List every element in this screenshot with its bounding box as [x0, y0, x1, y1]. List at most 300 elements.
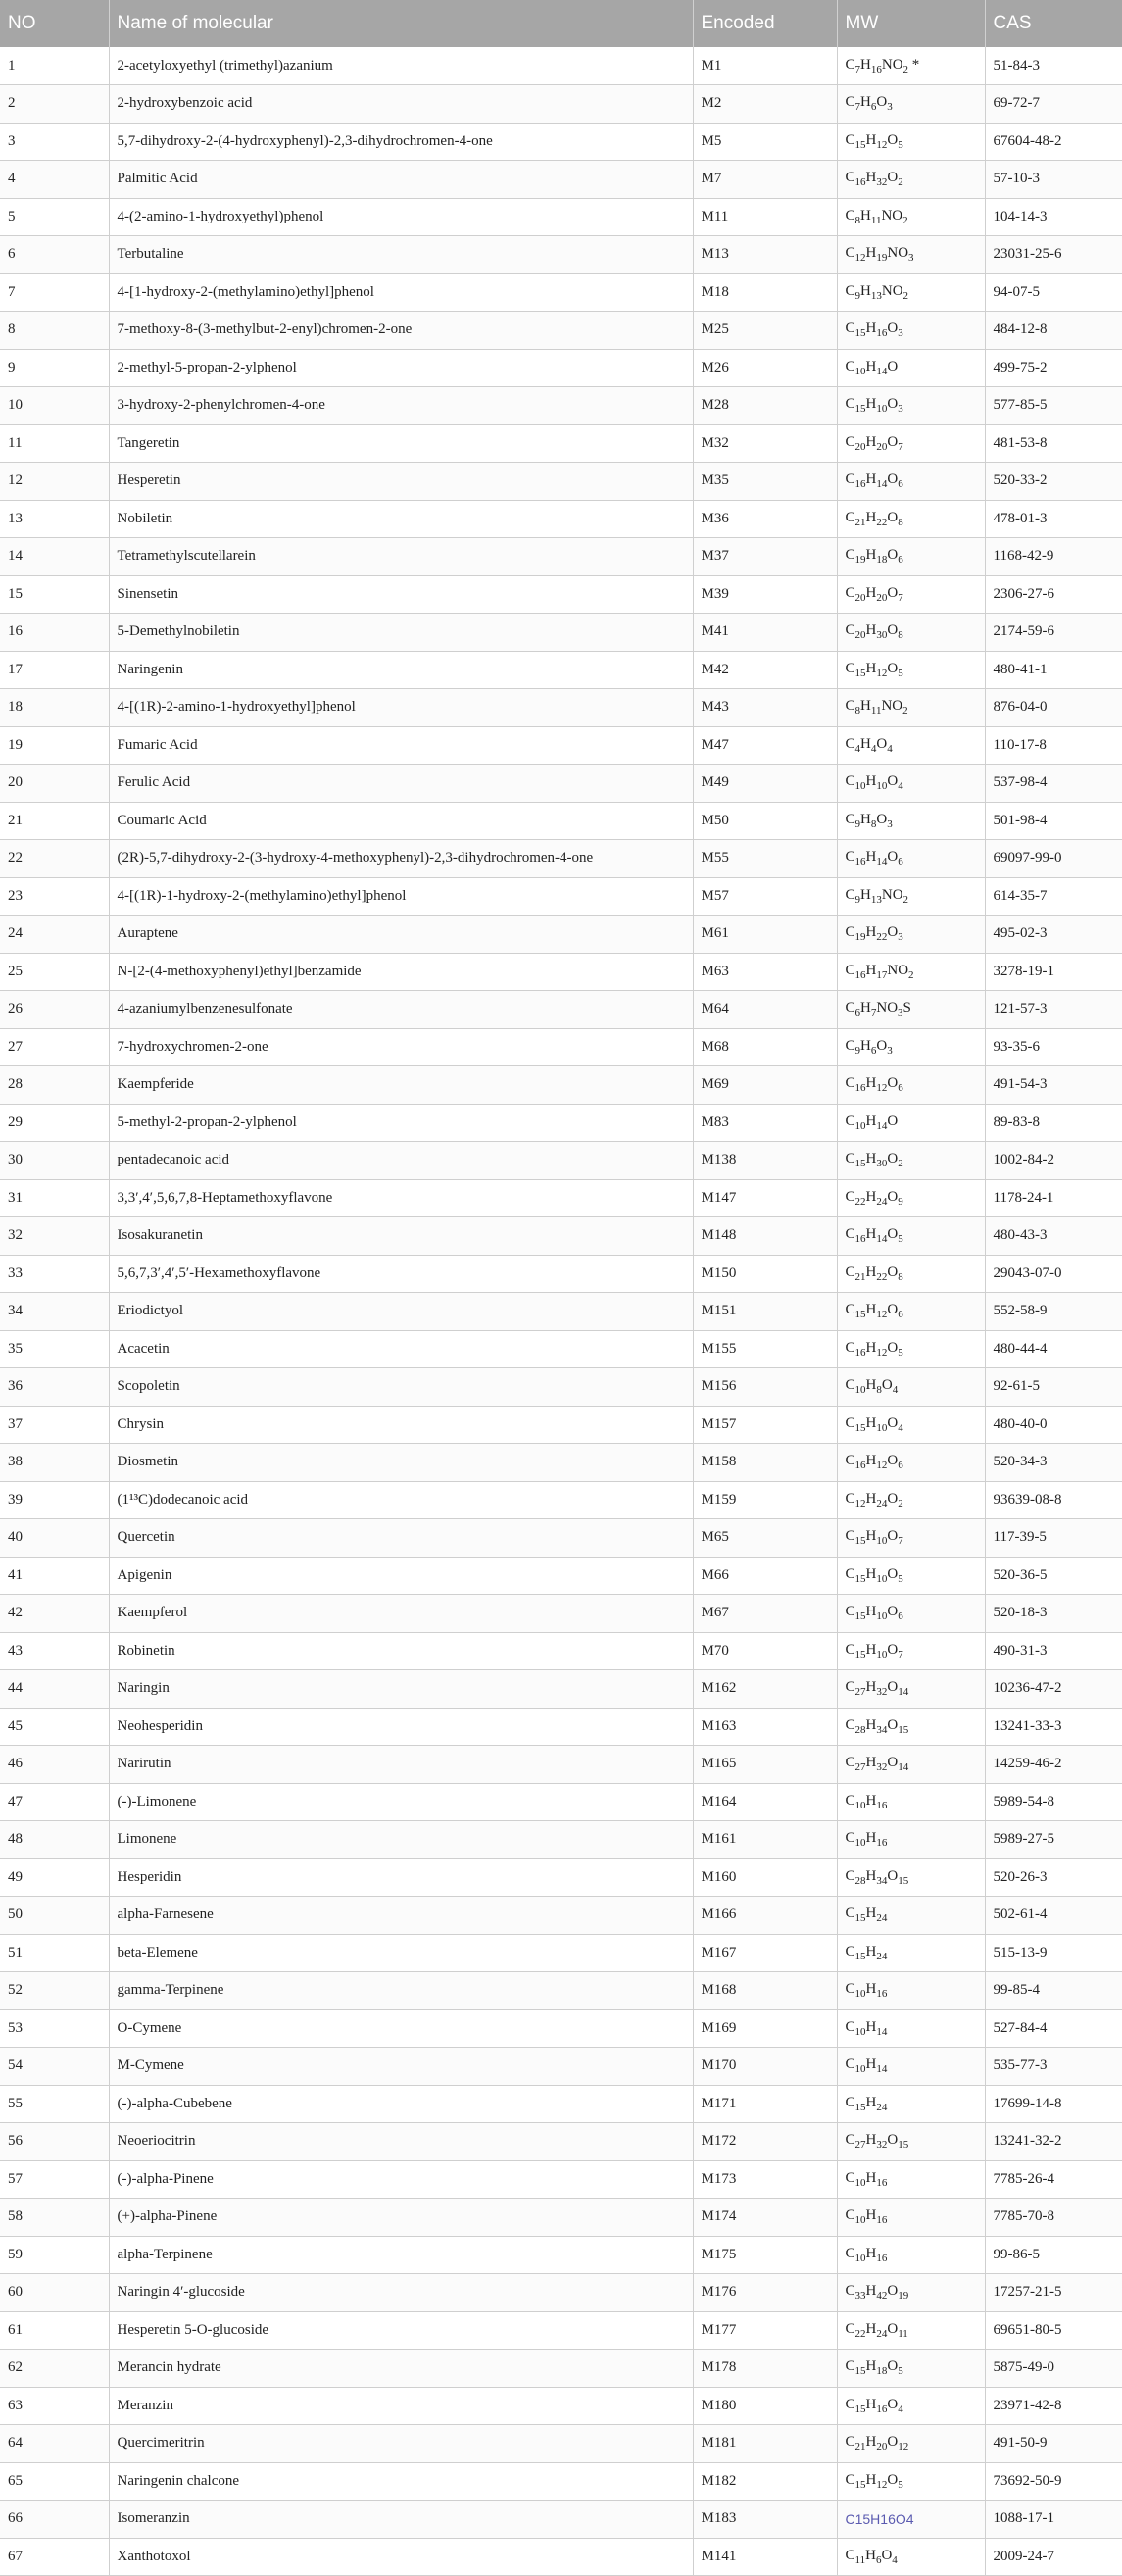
cell-mw [837, 1066, 985, 1105]
formula-element: C [845, 1604, 855, 1620]
cell-encoded: M26 [693, 349, 837, 387]
formula-element: C [845, 321, 855, 337]
formula-subscript: 14 [876, 1233, 888, 1246]
formula-subscript: 2 [902, 705, 908, 718]
formula-subscript: 12 [876, 1309, 888, 1321]
cell-no: 14 [0, 538, 109, 576]
cell-cas: 69097-99-0 [985, 840, 1122, 878]
formula-element: H [865, 1414, 877, 1431]
formula-element: O [887, 2471, 899, 2488]
formula-subscript: 16 [854, 176, 866, 189]
formula-subscript: 10 [854, 2063, 866, 2076]
cell-mw [837, 1330, 985, 1368]
cell-mw [837, 1632, 985, 1670]
formula-element: H [865, 2245, 877, 2261]
cell-name: Tangeretin [109, 424, 693, 463]
cell-no: 55 [0, 2085, 109, 2123]
cell-name: alpha-Farnesene [109, 1897, 693, 1935]
table-row [0, 1595, 1122, 1633]
header-encoded: Encoded [693, 0, 837, 47]
cell-mw [837, 2009, 985, 2048]
cell-no: 10 [0, 387, 109, 425]
formula-element: H [865, 1263, 877, 1280]
cell-name: 7-methoxy-8-(3-methylbut-2-enyl)chromen-2-one [109, 312, 693, 350]
formula-subscript: 19 [854, 931, 866, 944]
cell-cas: 480-41-1 [985, 651, 1122, 689]
cell-no: 23 [0, 877, 109, 916]
cell-cas: 501-98-4 [985, 802, 1122, 840]
table-row [0, 1481, 1122, 1519]
formula-subscript: 16 [876, 327, 888, 340]
table-row [0, 1293, 1122, 1331]
cell-encoded: M175 [693, 2236, 837, 2274]
formula-element: C [845, 1339, 855, 1356]
formula-element: H [865, 1528, 877, 1545]
table-row [0, 1255, 1122, 1293]
cell-encoded: M55 [693, 840, 837, 878]
formula-subscript: 2 [902, 63, 909, 75]
formula-subscript: 8 [870, 817, 877, 830]
cell-encoded: M49 [693, 765, 837, 803]
formula-element: H [865, 2207, 877, 2224]
cell-encoded: M181 [693, 2425, 837, 2463]
cell-cas: 14259-46-2 [985, 1746, 1122, 1784]
cell-mw [837, 1028, 985, 1066]
formula-element: C [845, 1263, 855, 1280]
cell-no: 32 [0, 1217, 109, 1256]
formula-element: O [887, 1188, 899, 1205]
cell-name: Tetramethylscutellarein [109, 538, 693, 576]
formula-subscript: 7 [854, 63, 861, 75]
formula-subscript: 12 [876, 2478, 888, 2491]
formula-subscript: 16 [876, 2403, 888, 2415]
cell-mw [837, 2048, 985, 2086]
cell-name: N-[2-(4-methoxyphenyl)ethyl]benzamide [109, 953, 693, 991]
formula-element: C [845, 56, 855, 73]
cell-name: Hesperetin [109, 463, 693, 501]
cell-cas: 2174-59-6 [985, 614, 1122, 652]
formula-subscript: 20 [876, 440, 888, 453]
cell-no: 54 [0, 2048, 109, 2086]
formula-element: H [865, 1377, 877, 1394]
formula-subscript: 3 [898, 1007, 903, 1019]
cell-no: 58 [0, 2199, 109, 2237]
formula-element: O [887, 1113, 899, 1129]
formula-element: C [845, 2547, 855, 2563]
formula-element: C [845, 1377, 855, 1394]
formula-element: C [845, 2434, 855, 2451]
formula-element: C [845, 2132, 855, 2149]
formula-element: H [865, 1302, 877, 1318]
cell-name: Sinensetin [109, 575, 693, 614]
cell-name: 4-(2-amino-1-hydroxyethyl)phenol [109, 198, 693, 236]
formula-element: H [865, 1792, 877, 1808]
cell-mw [837, 1708, 985, 1746]
formula-element: O [887, 1302, 899, 1318]
cell-no: 19 [0, 726, 109, 765]
formula-element: O [887, 1565, 899, 1582]
table-row [0, 651, 1122, 689]
formula-element: H [865, 1453, 877, 1469]
formula-subscript: 4 [898, 1421, 903, 1434]
cell-no: 59 [0, 2236, 109, 2274]
formula-element: C [845, 1867, 855, 1884]
formula-subscript: 24 [876, 1912, 888, 1925]
formula-subscript: 19 [898, 2290, 909, 2303]
table-header-row [0, 0, 1122, 47]
cell-name: Hesperidin [109, 1858, 693, 1897]
cell-name: Quercimeritrin [109, 2425, 693, 2463]
cell-no: 36 [0, 1368, 109, 1407]
table-row [0, 916, 1122, 954]
formula-subscript: 6 [898, 1309, 903, 1321]
cell-no: 3 [0, 123, 109, 161]
formula-subscript: 20 [876, 2441, 888, 2453]
cell-encoded: M35 [693, 463, 837, 501]
formula-element: O [887, 1075, 899, 1092]
formula-subscript: 15 [854, 1610, 866, 1623]
cell-cas: 537-98-4 [985, 765, 1122, 803]
formula-element: O [887, 170, 899, 186]
cell-no: 65 [0, 2462, 109, 2501]
formula-element: O [887, 1151, 899, 1167]
cell-name: 5-methyl-2-propan-2-ylphenol [109, 1104, 693, 1142]
formula-element: H [865, 358, 877, 374]
cell-name: Limonene [109, 1821, 693, 1859]
cell-encoded: M64 [693, 991, 837, 1029]
cell-cas: 614-35-7 [985, 877, 1122, 916]
cell-cas: 7785-70-8 [985, 2199, 1122, 2237]
cell-cas: 104-14-3 [985, 198, 1122, 236]
cell-mw [837, 726, 985, 765]
formula-element: O [887, 547, 899, 564]
table-row [0, 463, 1122, 501]
formula-element: H [865, 433, 877, 450]
formula-subscript: 16 [876, 2252, 888, 2264]
formula-element: H [865, 1755, 877, 1771]
formula-element: H [865, 1604, 877, 1620]
formula-subscript: 6 [898, 478, 903, 491]
cell-mw [837, 2387, 985, 2425]
formula-subscript: 24 [876, 2327, 888, 2340]
cell-cas: 89-83-8 [985, 1104, 1122, 1142]
formula-subscript: 16 [854, 968, 866, 981]
formula-subscript: 15 [854, 403, 866, 416]
cell-encoded: M170 [693, 2048, 837, 2086]
cell-encoded: M172 [693, 2123, 837, 2161]
cell-name: Merancin hydrate [109, 2350, 693, 2388]
cell-name: 3-hydroxy-2-phenylchromen-4-one [109, 387, 693, 425]
cell-name: beta-Elemene [109, 1934, 693, 1972]
cell-no: 12 [0, 463, 109, 501]
cell-encoded: M43 [693, 689, 837, 727]
formula-element: O [876, 1037, 888, 1054]
table-row [0, 1217, 1122, 1256]
formula-element: H [865, 1716, 877, 1733]
formula-element: H [860, 811, 871, 827]
formula-subscript: 20 [854, 440, 866, 453]
cell-encoded: M83 [693, 1104, 837, 1142]
formula-element: H [860, 207, 871, 223]
formula-subscript: 20 [876, 591, 888, 604]
cell-name: alpha-Terpinene [109, 2236, 693, 2274]
formula-subscript: 4 [870, 742, 877, 755]
cell-name: Scopoletin [109, 1368, 693, 1407]
table-row [0, 2236, 1122, 2274]
cell-cas: 490-31-3 [985, 1632, 1122, 1670]
header-mw: MW [837, 0, 985, 47]
formula-subscript: 6 [870, 101, 877, 114]
formula-subscript: 22 [854, 2327, 866, 2340]
cell-mw [837, 2462, 985, 2501]
cell-name: 4-azaniumylbenzenesulfonate [109, 991, 693, 1029]
cell-name: gamma-Terpinene [109, 1972, 693, 2010]
cell-name: (-)-alpha-Cubebene [109, 2085, 693, 2123]
formula-subscript: 11 [870, 705, 882, 718]
formula-subscript: 16 [854, 1346, 866, 1359]
formula-subscript: 10 [876, 1421, 888, 1434]
formula-element: C [845, 698, 855, 715]
cell-cas: 5875-49-0 [985, 2350, 1122, 2388]
cell-encoded: M63 [693, 953, 837, 991]
table-row [0, 123, 1122, 161]
cell-name: (-)-alpha-Pinene [109, 2160, 693, 2199]
cell-mw [837, 500, 985, 538]
cell-no: 47 [0, 1783, 109, 1821]
cell-cas: 117-39-5 [985, 1519, 1122, 1558]
formula-subscript: 22 [876, 516, 888, 528]
formula-subscript: 3 [898, 327, 903, 340]
formula-element: H [865, 2018, 877, 2035]
formula-subscript: 12 [876, 1460, 888, 1472]
cell-cas: 94-07-5 [985, 273, 1122, 312]
cell-mw [837, 161, 985, 199]
formula-element: H [865, 1943, 877, 1959]
cell-name: Apigenin [109, 1557, 693, 1595]
formula-element: O [887, 584, 899, 601]
table-row [0, 1897, 1122, 1935]
formula-subscript: 32 [876, 2139, 888, 2152]
formula-element: * [908, 56, 920, 73]
formula-element: H [865, 773, 877, 790]
cell-no: 28 [0, 1066, 109, 1105]
cell-cas: 17257-21-5 [985, 2274, 1122, 2312]
cell-encoded: M161 [693, 1821, 837, 1859]
formula-element: H [865, 1830, 877, 1847]
cell-encoded: M148 [693, 1217, 837, 1256]
formula-element: O [876, 735, 888, 752]
cell-mw [837, 1142, 985, 1180]
formula-element: C [845, 1716, 855, 1733]
formula-subscript: 32 [876, 1686, 888, 1699]
cell-name: (2R)-5,7-dihydroxy-2-(3-hydroxy-4-methoxyphenyl)-2,3-dihydrochromen-4-one [109, 840, 693, 878]
cell-encoded: M151 [693, 1293, 837, 1331]
formula-element: H [865, 131, 877, 148]
cell-no: 11 [0, 424, 109, 463]
formula-subscript: 9 [854, 1044, 861, 1057]
formula-subscript: 16 [876, 1837, 888, 1850]
cell-mw [837, 651, 985, 689]
formula-element: C [845, 282, 855, 299]
formula-subscript: 2 [902, 214, 908, 226]
cell-no: 6 [0, 236, 109, 274]
formula-subscript: 6 [898, 1460, 903, 1472]
cell-mw [837, 538, 985, 576]
cell-mw [837, 424, 985, 463]
table-row [0, 236, 1122, 274]
header-cas: CAS [985, 0, 1122, 47]
formula-element: C [845, 1226, 855, 1243]
cell-mw [837, 123, 985, 161]
table-row [0, 1557, 1122, 1595]
table-row [0, 312, 1122, 350]
formula-element: O [887, 1604, 899, 1620]
formula-subscript: 16 [876, 2214, 888, 2227]
cell-cas: 69-72-7 [985, 85, 1122, 124]
table-row [0, 1783, 1122, 1821]
formula-subscript: 22 [876, 931, 888, 944]
cell-encoded: M70 [693, 1632, 837, 1670]
cell-name: (-)-Limonene [109, 1783, 693, 1821]
cell-no: 8 [0, 312, 109, 350]
cell-cas: 527-84-4 [985, 2009, 1122, 2048]
cell-no: 62 [0, 2350, 109, 2388]
table-row [0, 1142, 1122, 1180]
formula-element: C [845, 509, 855, 525]
cell-name: 2-methyl-5-propan-2-ylphenol [109, 349, 693, 387]
table-row [0, 2387, 1122, 2425]
cell-encoded: M180 [693, 2387, 837, 2425]
cell-cas: 110-17-8 [985, 726, 1122, 765]
formula-element: H [865, 245, 877, 262]
formula-element: C [845, 849, 855, 866]
formula-subscript: 8 [898, 1270, 903, 1283]
formula-subscript: 15 [854, 2365, 866, 2378]
formula-subscript: 10 [876, 1648, 888, 1660]
table-row [0, 1028, 1122, 1066]
table-row [0, 1632, 1122, 1670]
formula-subscript: 11 [870, 214, 882, 226]
cell-name: Meranzin [109, 2387, 693, 2425]
cell-name: Isomeranzin [109, 2501, 693, 2539]
formula-subscript: 11 [898, 2327, 908, 2340]
cell-no: 46 [0, 1746, 109, 1784]
formula-element: O [887, 1528, 899, 1545]
table-row [0, 1519, 1122, 1558]
formula-subscript: 10 [876, 1535, 888, 1548]
formula-subscript: 8 [898, 629, 903, 642]
cell-name: 3,3′,4′,5,6,7,8-Heptamethoxyflavone [109, 1179, 693, 1217]
formula-subscript: 14 [876, 2025, 888, 2038]
cell-encoded: M138 [693, 1142, 837, 1180]
formula-subscript: 3 [908, 252, 914, 265]
formula-subscript: 24 [876, 2101, 888, 2113]
formula-element: H [865, 2396, 877, 2412]
cell-cas: 2306-27-6 [985, 575, 1122, 614]
cell-no: 37 [0, 1406, 109, 1444]
formula-subscript: 11 [854, 2553, 866, 2566]
formula-element: O [887, 1339, 899, 1356]
table-row [0, 2199, 1122, 2237]
formula-subscript: 16 [876, 2176, 888, 2189]
formula-element: H [860, 698, 871, 715]
cell-encoded: M182 [693, 2462, 837, 2501]
cell-cas: 499-75-2 [985, 349, 1122, 387]
cell-no: 34 [0, 1293, 109, 1331]
formula-element: C [845, 735, 855, 752]
cell-mw [837, 2236, 985, 2274]
formula-subscript: 3 [887, 101, 893, 114]
table-row [0, 198, 1122, 236]
formula-subscript: 14 [898, 1686, 909, 1699]
cell-encoded: M178 [693, 2350, 837, 2388]
cell-name: 7-hydroxychromen-2-one [109, 1028, 693, 1066]
formula-subscript: 15 [854, 327, 866, 340]
table-row [0, 1330, 1122, 1368]
cell-encoded: M162 [693, 1670, 837, 1709]
formula-subscript: 10 [854, 2252, 866, 2264]
cell-cas: 1168-42-9 [985, 538, 1122, 576]
cell-name: Coumaric Acid [109, 802, 693, 840]
cell-mw [837, 765, 985, 803]
formula-element: O [887, 1490, 899, 1507]
formula-element: NO [887, 245, 909, 262]
formula-subscript: 19 [876, 252, 888, 265]
table-row [0, 2538, 1122, 2576]
table-row [0, 538, 1122, 576]
formula-subscript: 16 [870, 63, 882, 75]
table-row [0, 840, 1122, 878]
formula-element: H [865, 321, 877, 337]
formula-subscript: 10 [854, 1799, 866, 1811]
formula-subscript: 24 [876, 1950, 888, 1962]
cell-no: 67 [0, 2538, 109, 2576]
formula-element: O [876, 94, 888, 111]
cell-no: 9 [0, 349, 109, 387]
formula-subscript: 19 [854, 554, 866, 567]
formula-element: H [865, 2471, 877, 2488]
formula-element: O [887, 358, 899, 374]
formula-subscript: 4 [887, 742, 893, 755]
cell-name: Auraptene [109, 916, 693, 954]
cell-cas: 13241-33-3 [985, 1708, 1122, 1746]
formula-subscript: 2 [898, 1497, 903, 1510]
header-no: NO [0, 0, 109, 47]
formula-element: C [845, 1755, 855, 1771]
formula-subscript: 34 [876, 1723, 888, 1736]
cell-no: 18 [0, 689, 109, 727]
formula-element: O [887, 2434, 899, 2451]
cell-encoded: M165 [693, 1746, 837, 1784]
table-row [0, 1444, 1122, 1482]
formula-element: O [887, 131, 899, 148]
cell-mw [837, 2274, 985, 2312]
formula-element: O [887, 321, 899, 337]
formula-element: C [845, 924, 855, 941]
formula-element: H [865, 547, 877, 564]
formula-subscript: 12 [876, 138, 888, 151]
table-row [0, 802, 1122, 840]
formula-subscript: 14 [876, 478, 888, 491]
cell-name: Neohesperidin [109, 1708, 693, 1746]
cell-name: Kaempferide [109, 1066, 693, 1105]
cell-name: 4-[(1R)-1-hydroxy-2-(methylamino)ethyl]phenol [109, 877, 693, 916]
formula-subscript: 5 [898, 1346, 903, 1359]
formula-subscript: 7 [898, 591, 903, 604]
formula-subscript: 5 [898, 2478, 903, 2491]
formula-element: C [845, 245, 855, 262]
formula-element: H [865, 1151, 877, 1167]
